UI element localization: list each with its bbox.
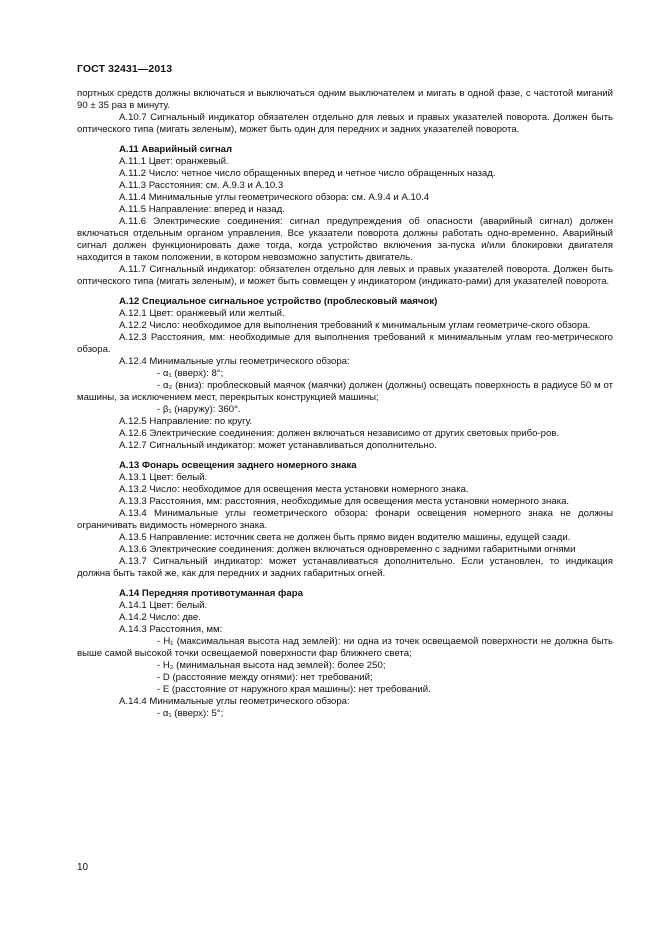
document-body [77, 88, 613, 720]
paragraph: А.13.2 Число: необходимое для освещения места установки номерного знака. [119, 484, 469, 495]
paragraph: А.14.4 Минимальные углы геометрического обзора: [119, 696, 350, 707]
paragraph: - α₂ (вниз): проблесковый маячок (маячки) должен (должны) освещать поверхность в радиусе 50 м от машины, за исключением мест, перекрытых конструкцией машины; [77, 380, 613, 403]
paragraph: А.11.3 Расстояния: см. А.9.3 и А.10.3 [119, 180, 284, 191]
paragraph: А.12.4 Минимальные углы геометрического обзора: [119, 356, 350, 367]
paragraph: А.12.7 Сигнальный индикатор: может устанавливаться дополнительно. [119, 440, 437, 451]
paragraph: портных средств должны включаться и выключаться одним выключателем и мигать в одной фазе, с частотой миганий 90 ± 35 раз в минуту. [77, 88, 613, 111]
paragraph: А.12.1 Цвет: оранжевый или желтый. [119, 308, 285, 319]
paragraph: А.12.3 Расстояния, мм: необходимые для выполнения требований к минимальным углам гео-метрического обзора. [77, 332, 613, 355]
section-heading: А.11 Аварийный сигнал [119, 144, 233, 155]
paragraph: А.13.5 Направление: источник света не должен быть прямо виден водителю машины, едущей сзади. [119, 532, 571, 543]
paragraph: А.11.6 Электрические соединения: сигнал предупреждения об опасности (аварийный сигнал) должен включаться отдельным органом управления. Все указатели поворота должны работать одно-временно. Аварийный сигнал должен функционировать даже тогда, когда устройство включения за-пуска и/или блокировки двигателя находится в таком положении, в котором невозможно запустить двигатель. [77, 216, 613, 263]
paragraph: А.11.2 Число: четное число обращенных вперед и четное число обращенных назад. [119, 168, 496, 179]
paragraph: - E (расстояние от наружного края машины): нет требований. [157, 684, 431, 695]
paragraph: А.13.7 Сигнальный индикатор: может устанавливаться дополнительно. Если установлен, то индикация должна быть такой же, как для передних и задних габаритных огней. [77, 556, 613, 579]
paragraph: - D (расстояние между огнями): нет требований; [157, 672, 373, 683]
paragraph: А.12.2 Число: необходимое для выполнения требований к минимальным углам геометриче-ского обзора. [119, 320, 591, 331]
paragraph: - H₂ (минимальная высота над землей): более 250; [157, 660, 386, 671]
paragraph: А.14.3 Расстояния, мм: [119, 624, 223, 635]
paragraph: А.14.2 Число: две. [119, 612, 201, 623]
paragraph: А.12.6 Электрические соединения: должен включаться независимо от других световых прибо-ров. [119, 428, 560, 439]
paragraph: А.13.6 Электрические соединения: должен включаться одновременно с задними габаритными огнями [119, 544, 576, 555]
section-heading: А.14 Передняя противотуманная фара [119, 588, 303, 599]
paragraph: А.11.7 Сигнальный индикатор: обязателен отдельно для левых и правых указателей поворота. Должен быть оптического типа (мигать зеленым), и может быть совмещен у индикатором (индикато-рами) для указателей поворота. [77, 264, 613, 287]
paragraph: А.13.3 Расстояния, мм: расстояния, необходимые для освещения места установки номерного знака. [119, 496, 570, 507]
paragraph: - α₁ (вверх): 8°; [157, 368, 224, 379]
paragraph: А.13.4 Минимальные углы геометрического обзора: фонари освещения номерного знака не должны ограничивать видимость номерного знака. [77, 508, 613, 531]
page-header: ГОСТ 32431—2013 [77, 63, 173, 75]
paragraph: А.11.4 Минимальные углы геометрического обзора: см. А.9.4 и А.10.4 [119, 192, 430, 203]
paragraph: - β₁ (наружу): 360°. [157, 404, 241, 415]
paragraph: - α₁ (вверх): 5°; [157, 708, 224, 719]
paragraph: А.11.5 Направление: вперед и назад. [119, 204, 285, 215]
section-heading: А.13 Фонарь освещения заднего номерного знака [119, 460, 357, 471]
section-heading: А.12 Специальное сигнальное устройство (проблесковый маячок) [119, 296, 438, 307]
paragraph: А.12.5 Направление: по кругу. [119, 416, 253, 427]
paragraph: А.14.1 Цвет: белый. [119, 600, 208, 611]
paragraph: А.13.1 Цвет: белый. [119, 472, 208, 483]
paragraph: А.11.1 Цвет: оранжевый. [119, 156, 229, 167]
page-number: 10 [77, 862, 89, 873]
paragraph: А.10.7 Сигнальный индикатор обязателен отдельно для левых и правых указателей поворота. Должен быть оптического типа (мигать зеленым), может быть один для передних и задних указателей поворота. [77, 112, 613, 135]
paragraph: - H₁ (максимальная высота над землей): ни одна из точек освещаемой поверхности не должна быть выше самой высокой точки освещаемой поверхности фар ближнего света; [77, 636, 613, 659]
